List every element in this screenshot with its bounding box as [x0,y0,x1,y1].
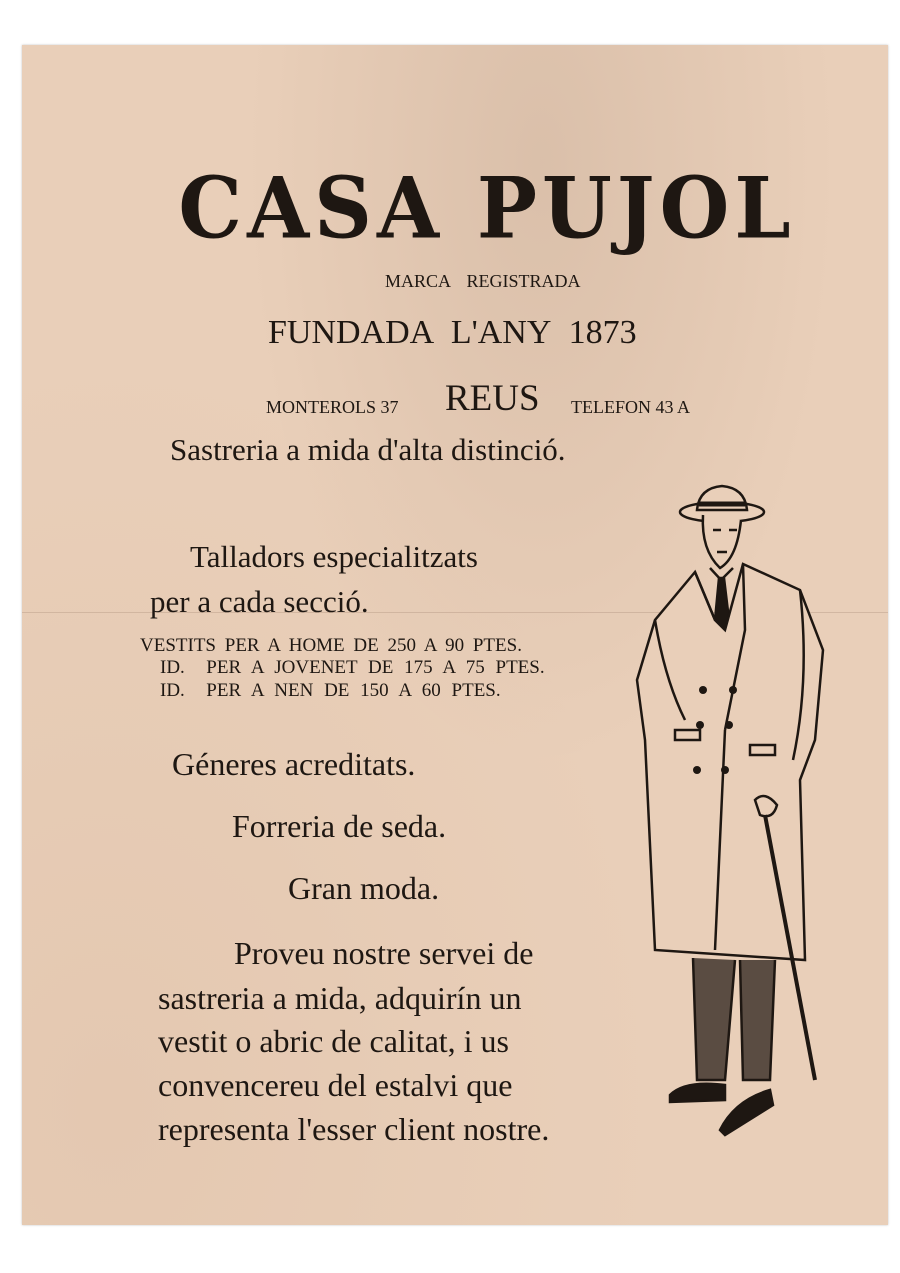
closing-line: Proveu nostre servei de [234,935,534,971]
price-line: ID. PER A NEN DE 150 A 60 PTES. [160,680,501,701]
feature-line: Gran moda. [288,870,440,906]
specialists-line-2: per a cada secció. [150,584,369,619]
gentleman-illustration [625,480,845,1140]
tagline: Sastreria a mida d'alta distinció. [170,432,566,467]
address: MONTEROLS 37 [266,397,399,417]
specialists-line-1: Talladors especialitzats [190,539,478,574]
feature-line: Forreria de seda. [232,808,447,844]
shop-title: CASA PUJOL [178,158,796,258]
trademark-label: MARCA REGISTRADA [385,271,581,291]
feature-line: Géneres acreditats. [172,746,416,782]
closing-line: representa l'esser client nostre. [158,1111,550,1147]
closing-line: vestit o abric de calitat, i us [158,1023,509,1059]
phone: TELEFON 43 A [571,397,690,417]
price-line: VESTITS PER A HOME DE 250 A 90 PTES. [140,635,522,656]
closing-line: sastreria a mida, adquirín un [158,980,522,1016]
price-line: ID. PER A JOVENET DE 175 A 75 PTES. [160,657,545,678]
founded-line: FUNDADA L'ANY 1873 [268,314,637,351]
city: REUS [445,378,540,419]
closing-line: convencereu del estalvi que [158,1067,513,1103]
